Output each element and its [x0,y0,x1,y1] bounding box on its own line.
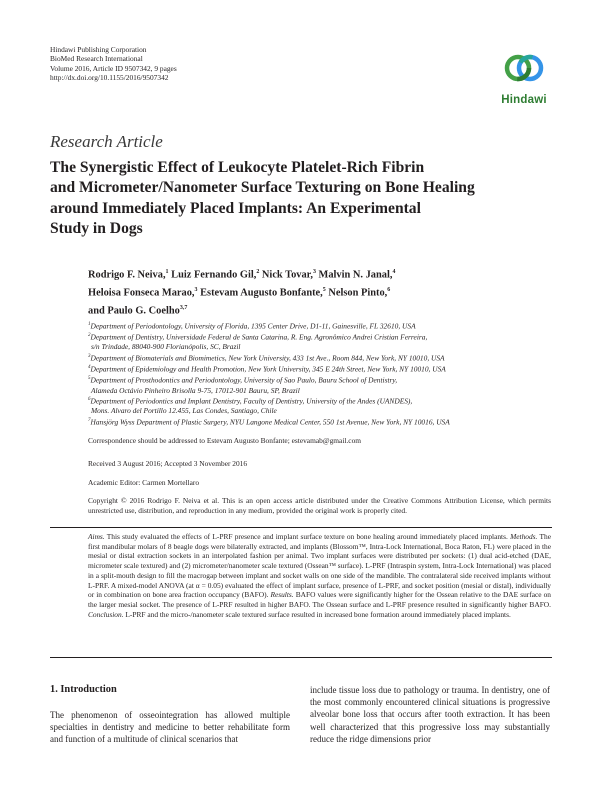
copyright-notice: Copyright © 2016 Rodrigo F. Neiva et al. This is an open access article distributed under the Creative Commons Attribution License, which permits unrestricted use, distribution, and reproduction in any medium, provided the original work is properly cited. [88,496,551,515]
affiliation: $^4$Department of Epidemiology and Health Promotion, New York University, 345 E 24th Street, New York, NY 10010, USA [88,364,446,374]
affiliation: $^6$Department of Periodontics and Implant Dentistry, Faculty of Dentistry, University of the Andes (UANDES), [88,396,413,406]
abstract-bottom-rule [50,657,552,658]
author-affil-ref: 1 [165,269,169,275]
body-column-left: The phenomenon of osseointegration has allowed multiple specialties in dentistry and medicine to better rehabilitate form and function of a multitude of clinical scenarios that [50,710,290,745]
affiliation: $^2$Department of Dentistry, Universidade Federal de Santa Catarina, R. Eng. Agronômico Andrei Cristian Ferreira, [88,332,428,342]
abstract [88,532,551,619]
publisher-line: Hindawi Publishing Corporation [50,45,147,54]
author-list [88,265,488,318]
affiliation: $^1$Department of Periodontology, University of Florida, 1395 Center Drive, D1-11, Gainesville, FL 32610, USA [88,321,416,331]
affiliation-continuation: s/n Trindade, 88040-900 Florianópolis, SC, Brazil [91,342,241,352]
abstract-aims: This study evaluated the effects of L-PRF presence and implant surface texture on bone healing around immediately placed implants. [104,532,511,541]
author-name: and Paulo G. Coelho [88,305,180,316]
doi-link[interactable]: http://dx.doi.org/10.1155/2016/9507342 [50,72,169,82]
author-name: Malvin N. Janal, [318,269,393,281]
affiliation-continuation: Alameda Octávio Pinheiro Brisolla 9-75, 17012-901 Bauru, SP, Brazil [91,385,300,395]
section-heading-introduction: 1. Introduction [50,684,117,695]
author-affil-ref: 3 [312,269,316,275]
body-column-right: include tissue loss due to pathology or trauma. In dentistry, one of the most commonly encountered clinical situations is progressive alveolar bone loss that occurs after tooth extraction. It has been well characterized that this progressive loss may substantially reduce the ridge dimensions prior [310,685,550,744]
author-affil-ref: 6 [387,286,391,293]
author-affil-ref: 3,7 [179,304,188,311]
title-line: The Synergistic Effect of Leukocyte Platelet-Rich Fibrin [50,159,425,176]
abstract-results: BAFO values were significantly higher for the Ossean relative to the DAE surface on the larger mesial socket. The presence of L-PRF resulted in higher BAFO. The Ossean surface and L-PRF presence resulted in significantly higher BAFO. [88,590,551,609]
author-affil-ref: 3 [194,286,198,293]
author-name: Heloisa Fonseca Marao, [88,287,195,299]
abstract-methods: The first mandibular molars of 8 beagle dogs were bilaterally extracted, and implants (Blossom™, Intra-Lock International, Boca Raton, FL) were placed in the mesial or distal extraction sockets in an interpolated fashion per animal. Two implant surfaces were distributed per sockets: (1) dual acid-etched (DAE, micrometer scale textured) and (2) micrometer/nanometer scale textured (Ossean™ surface). L-PRF (Intraspin system, Intra-Lock International) was placed in a split-mouth design to fill the macrogap between implant and socket walls on one side of the mandible. The contralateral side received implants without L-PRF. A mixed-model ANOVA (at α = 0.05) evaluated the effect of implant surface, presence of L-PRF, and socket position (mesial or distal), individually or in combination on bone area fraction occupancy (BAFO). [88,532,551,600]
author-name: Nelson Pinto, [328,287,388,299]
abstract-aims-label: Aims. [88,532,105,541]
author-name: Estevam Augusto Bonfante, [200,287,323,299]
abstract-conclusion-label: Conclusion. [88,609,124,619]
academic-editor: Academic Editor: Carmen Mortellaro [88,478,200,487]
title-line: around Immediately Placed Implants: An Experimental [50,199,421,217]
author-name: Rodrigo F. Neiva, [88,269,166,281]
journal-header [50,45,177,82]
journal-line: BioMed Research International [50,54,143,64]
article-type: Research Article [50,132,163,151]
author-affil-ref: 2 [256,269,260,275]
title-line: Study in Dogs [50,219,143,237]
author-name: Luiz Fernando Gil, [171,269,257,281]
title-line: and Micrometer/Nanometer Surface Texturing on Bone Healing [50,179,475,197]
hindawi-logo-text: Hindawi [501,94,547,106]
correspondence-note: Correspondence should be addressed to Estevam Augusto Bonfante; estevamab@gmail.com [88,436,362,445]
abstract-methods-label: Methods. [510,532,538,541]
affiliation-list [88,320,558,427]
affiliation: $^5$Department of Prosthodontics and Periodontology, University of Sao Paulo, Bauru School of Dentistry, [88,375,398,385]
received-dates: Received 3 August 2016; Accepted 3 November 2016 [88,459,248,468]
abstract-conclusion: L-PRF and the micro-/nanometer scale textured surface resulted in increased bone formation around immediately placed implants. [123,609,511,619]
abstract-top-rule [50,527,552,528]
volume-line: Volume 2016, Article ID 9507342, 9 pages [50,63,177,73]
abstract-results-label: Results. [270,590,294,600]
author-affil-ref: 5 [322,286,326,293]
affiliation: $^7$Hansjörg Wyss Department of Plastic Surgery, NYU Langone Medical Center, 550 1st Avenue, New York, NY 10016, USA [88,417,450,427]
article-title [50,158,550,239]
affiliation: $^3$Department of Biomaterials and Biomimetics, New York University, 433 1st Ave., Room 844, New York, NY 10010, USA [88,353,445,363]
affiliation-continuation: Mons. Alvaro del Portillo 12.455, Las Condes, Santiago, Chile [91,406,277,416]
author-affil-ref: 4 [392,269,396,275]
author-name: Nick Tovar, [261,269,313,281]
